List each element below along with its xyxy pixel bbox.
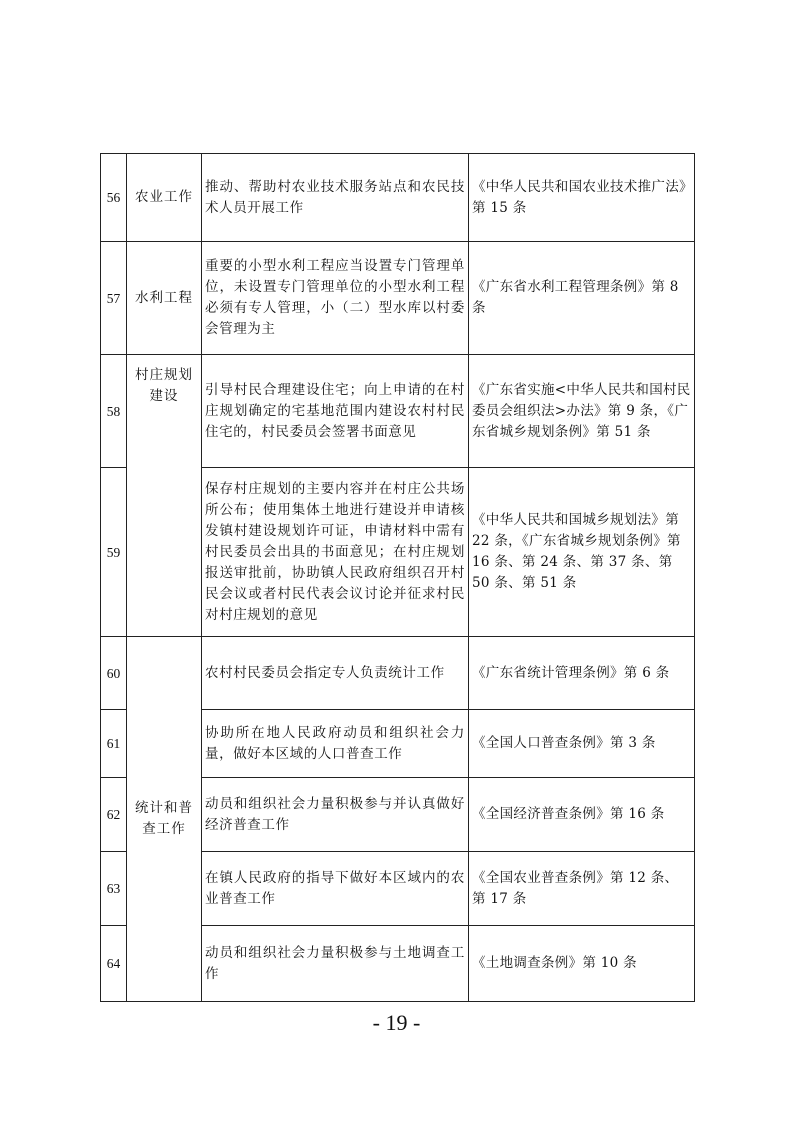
duty-description: 推动、帮助村农业技术服务站点和农民技术人员开展工作	[202, 154, 469, 242]
row-number: 63	[101, 852, 127, 926]
row-number: 61	[101, 710, 127, 778]
duty-description: 在镇人民政府的指导下做好本区域内的农业普查工作	[202, 852, 469, 926]
duty-description: 农村村民委员会指定专人负责统计工作	[202, 637, 469, 710]
duties-table	[100, 153, 695, 1002]
category-cell: 水利工程	[127, 242, 202, 355]
legal-basis: 《广东省水利工程管理条例》第 8 条	[469, 242, 695, 355]
row-number: 62	[101, 778, 127, 852]
row-number: 58	[101, 355, 127, 468]
row-number: 57	[101, 242, 127, 355]
legal-basis: 《中华人民共和国农业技术推广法》第 15 条	[469, 154, 695, 242]
duty-description: 动员和组织社会力量积极参与土地调查工作	[202, 926, 469, 1002]
row-number: 56	[101, 154, 127, 242]
page-number: - 19 -	[372, 1010, 421, 1035]
legal-basis: 《全国经济普查条例》第 16 条	[469, 778, 695, 852]
legal-basis: 《中华人民共和国城乡规划法》第 22 条，《广东省城乡规划条例》第 16 条、第 24 条、第 37 条、第 50 条、第 51 条	[469, 468, 695, 637]
row-number: 64	[101, 926, 127, 1002]
legal-basis: 《全国人口普查条例》第 3 条	[469, 710, 695, 778]
legal-basis: 《广东省实施<中华人民共和国村民委员会组织法>办法》第 9 条，《广东省城乡规划条例》第 51 条	[469, 355, 695, 468]
table-row	[101, 154, 695, 242]
category-cell: 农业工作	[127, 154, 202, 242]
row-number: 59	[101, 468, 127, 637]
duty-description: 动员和组织社会力量积极参与并认真做好经济普查工作	[202, 778, 469, 852]
category-cell: 村庄规划建设	[127, 355, 202, 637]
row-number: 60	[101, 637, 127, 710]
duty-description: 重要的小型水利工程应当设置专门管理单位，未设置专门管理单位的小型水利工程必须有专人管理，小（二）型水库以村委会管理为主	[202, 242, 469, 355]
duty-description: 引导村民合理建设住宅；向上申请的在村庄规划确定的宅基地范围内建设农村村民住宅的，村民委员会签署书面意见	[202, 355, 469, 468]
duty-description: 协助所在地人民政府动员和组织社会力量，做好本区域的人口普查工作	[202, 710, 469, 778]
legal-basis: 《广东省统计管理条例》第 6 条	[469, 637, 695, 710]
table-row	[101, 637, 695, 710]
category-cell: 统计和普查工作	[127, 637, 202, 1002]
table-row	[101, 355, 695, 468]
legal-basis: 《全国农业普查条例》第 12 条、第 17 条	[469, 852, 695, 926]
legal-basis: 《土地调查条例》第 10 条	[469, 926, 695, 1002]
table-row	[101, 242, 695, 355]
duty-description: 保存村庄规划的主要内容并在村庄公共场所公布；使用集体土地进行建设并申请核发镇村建设规划许可证，申请材料中需有村民委员会出具的书面意见；在村庄规划报送审批前，协助镇人民政府组织召开村民会议或者村民代表会议讨论并征求村民对村庄规划的意见	[202, 468, 469, 637]
